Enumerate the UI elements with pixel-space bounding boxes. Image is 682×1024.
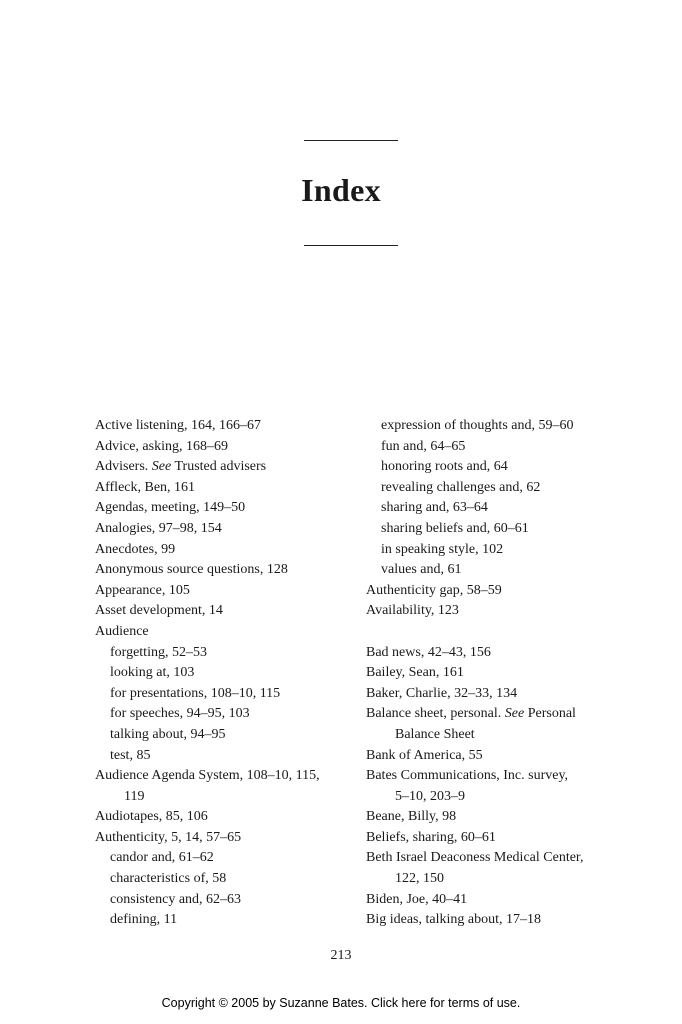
index-entry: Authenticity gap, 58–59 — [366, 582, 502, 598]
title-rule-top — [304, 140, 398, 141]
index-subentry: candor and, 61–62 — [110, 850, 214, 866]
index-entry: Bates Communications, Inc. survey, — [366, 768, 569, 784]
letter-group-spacer — [366, 622, 656, 643]
index-subentry: consistency and, 62–63 — [110, 891, 242, 907]
terms-of-use-link[interactable]: Click here for terms of use. — [371, 996, 521, 1010]
index-subentry: talking about, 94–95 — [110, 726, 226, 742]
page-number: 213 — [330, 948, 352, 963]
index-subentry: revealing challenges and, 62 — [381, 479, 541, 495]
index-entry: Active listening, 164, 166–67 — [95, 418, 262, 433]
index-subentry: forgetting, 52–53 — [110, 644, 207, 660]
index-entry: Anecdotes, 99 — [95, 541, 176, 557]
index-subentry: defining, 11 — [110, 912, 178, 928]
index-subentry: test, 85 — [110, 747, 151, 763]
index-entry: Agendas, meeting, 149–50 — [95, 500, 246, 516]
index-entry: Authenticity, 5, 14, 57–65 — [95, 829, 242, 845]
copyright-footer — [0, 996, 682, 1010]
index-subentry: sharing beliefs and, 60–61 — [381, 520, 529, 536]
index-entry: Beane, Billy, 98 — [366, 809, 457, 825]
index-entry: Anonymous source questions, 128 — [95, 562, 288, 578]
index-subentry: looking at, 103 — [110, 665, 195, 681]
copyright-text: Copyright © 2005 by Suzanne Bates. — [161, 996, 368, 1010]
index-entry: Availability, 123 — [366, 603, 459, 619]
index-entry: Audience — [95, 623, 149, 639]
index-subentry: in speaking style, 102 — [381, 541, 504, 557]
index-entry: Bailey, Sean, 161 — [366, 665, 464, 681]
index-subentry: characteristics of, 58 — [110, 871, 227, 887]
index-subentry: sharing and, 63–64 — [381, 500, 488, 516]
index-entry: Affleck, Ben, 161 — [95, 479, 196, 495]
index-entry: Big ideas, talking about, 17–18 — [366, 912, 541, 928]
index-subentry: expression of thoughts and, 59–60 — [381, 418, 574, 433]
index-entry: Beliefs, sharing, 60–61 — [366, 829, 496, 845]
index-column-left — [95, 416, 385, 931]
index-entry: Advice, asking, 168–69 — [95, 438, 228, 454]
index-subentry: for speeches, 94–95, 103 — [110, 706, 250, 722]
index-entry: Advisers. See Trusted advisers — [95, 459, 267, 475]
index-subentry: fun and, 64–65 — [381, 438, 466, 454]
index-entry: Audiotapes, 85, 106 — [95, 809, 208, 825]
index-entry-continuation: 119 — [124, 788, 145, 804]
page-title: Index — [301, 172, 381, 208]
index-entry: Audience Agenda System, 108–10, 115, — [95, 768, 320, 784]
index-entry: Bank of America, 55 — [366, 747, 483, 763]
title-rule-bottom — [304, 245, 398, 246]
index-entry: Appearance, 105 — [95, 582, 190, 598]
index-entry: Balance sheet, personal. See Personal — [366, 706, 576, 722]
index-entry: Beth Israel Deaconess Medical Center, — [366, 850, 584, 866]
index-entry: Analogies, 97–98, 154 — [95, 520, 222, 536]
index-entry-continuation: Balance Sheet — [395, 726, 475, 742]
index-entry: Baker, Charlie, 32–33, 134 — [366, 685, 518, 701]
index-entry: Bad news, 42–43, 156 — [366, 644, 491, 660]
index-column-right — [366, 416, 656, 931]
index-subentry: honoring roots and, 64 — [381, 459, 508, 475]
index-entry: Biden, Joe, 40–41 — [366, 891, 468, 907]
index-entry-continuation: 5–10, 203–9 — [395, 788, 465, 804]
index-subentry: values and, 61 — [381, 562, 462, 578]
index-entry: Asset development, 14 — [95, 603, 223, 619]
index-subentry: for presentations, 108–10, 115 — [110, 685, 281, 701]
index-entry-continuation: 122, 150 — [395, 871, 444, 887]
